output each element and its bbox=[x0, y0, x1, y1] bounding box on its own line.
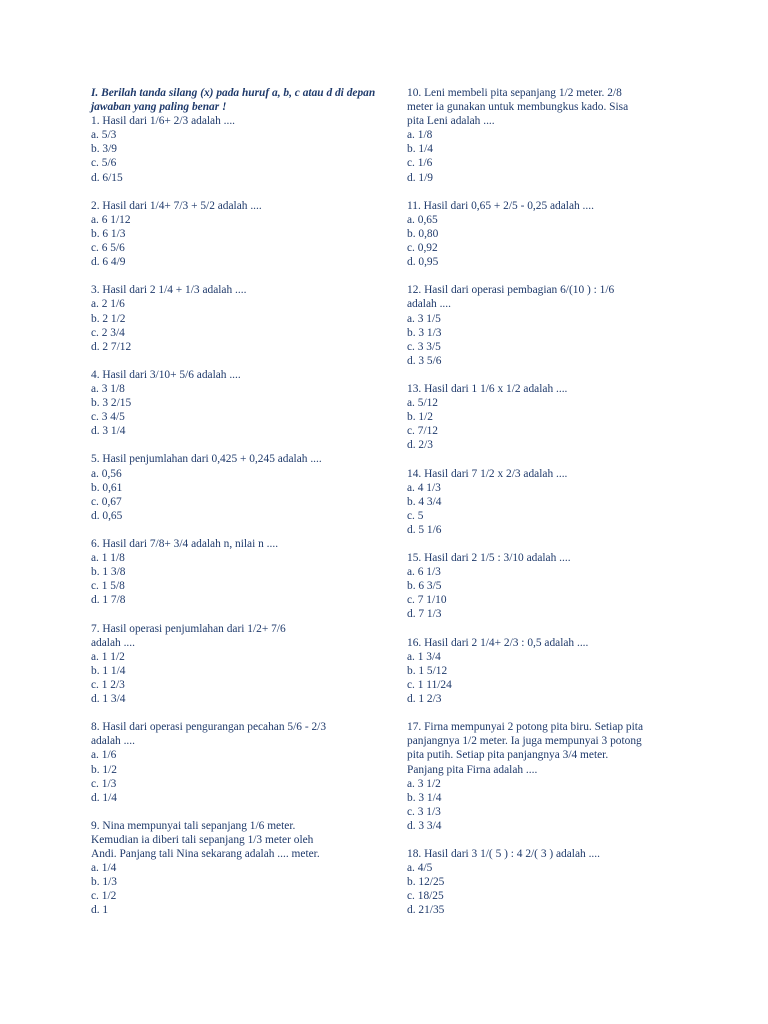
answer-option: b. 0,80 bbox=[407, 227, 439, 240]
question-stem: 16. Hasil dari 2 1/4+ 2/3 : 0,5 adalah .... bbox=[407, 636, 589, 649]
answer-option: a. 1/4 bbox=[91, 862, 117, 875]
answer-option: d. 1/9 bbox=[407, 171, 433, 184]
answer-option: c. 6 5/6 bbox=[91, 242, 125, 255]
answer-option: c. 7 1/10 bbox=[407, 594, 447, 607]
answer-option: a. 0,65 bbox=[407, 213, 438, 226]
answer-option: a. 1/8 bbox=[407, 129, 433, 142]
answer-option: a. 1 3/4 bbox=[407, 650, 441, 663]
answer-option: c. 0,92 bbox=[407, 242, 438, 255]
answer-option: d. 3 3/4 bbox=[407, 819, 442, 832]
right-question-list bbox=[407, 86, 692, 918]
question-stem: 10. Leni membeli pita sepanjang 1/2 meter. 2/8 meter ia gunakan untuk membungkus kado. Sisa pita Leni adalah .... bbox=[407, 87, 629, 128]
answer-option: a. 3 1/8 bbox=[91, 382, 125, 395]
answer-option: c. 3 1/3 bbox=[407, 805, 441, 818]
answer-option: c. 7/12 bbox=[407, 425, 439, 438]
question-item bbox=[91, 622, 376, 707]
answer-option: a. 6 1/12 bbox=[91, 213, 131, 226]
left-question-list bbox=[91, 114, 376, 917]
question-item bbox=[407, 86, 692, 185]
answer-option: d. 1 bbox=[91, 904, 109, 917]
answer-option: c. 5/6 bbox=[91, 157, 117, 170]
question-item bbox=[407, 551, 692, 621]
answer-option: c. 1/2 bbox=[91, 890, 117, 903]
answer-option: d. 0,65 bbox=[91, 509, 123, 522]
answer-option: a. 1/6 bbox=[91, 749, 117, 762]
answer-option: c. 1 11/24 bbox=[407, 678, 452, 691]
question-item bbox=[91, 537, 376, 607]
answer-option: b. 3 2/15 bbox=[91, 397, 132, 410]
answer-option: b. 1 1/4 bbox=[91, 664, 126, 677]
question-item bbox=[407, 847, 692, 917]
question-stem: 14. Hasil dari 7 1/2 x 2/3 adalah .... bbox=[407, 467, 568, 480]
question-stem: 7. Hasil operasi penjumlahan dari 1/2+ 7/6 adalah .... bbox=[91, 622, 286, 649]
answer-option: b. 12/25 bbox=[407, 876, 445, 889]
question-stem: 1. Hasil dari 1/6+ 2/3 adalah .... bbox=[91, 115, 236, 128]
answer-option: a. 1 1/8 bbox=[91, 552, 125, 565]
question-item bbox=[407, 382, 692, 452]
question-item bbox=[91, 368, 376, 438]
answer-option: c. 3 4/5 bbox=[91, 411, 125, 424]
answer-option: d. 1 3/4 bbox=[91, 693, 126, 706]
question-item bbox=[407, 283, 692, 368]
answer-option: a. 3 1/2 bbox=[407, 777, 441, 790]
answer-option: a. 5/12 bbox=[407, 397, 439, 410]
answer-option: c. 2 3/4 bbox=[91, 326, 125, 339]
question-stem: 6. Hasil dari 7/8+ 3/4 adalah n, nilai n .... bbox=[91, 538, 279, 550]
question-item bbox=[407, 636, 692, 706]
answer-option: d. 3 1/4 bbox=[91, 425, 126, 438]
question-item bbox=[91, 114, 376, 184]
question-stem: 9. Nina mempunyai tali sepanjang 1/6 meter. Kemudian ia diberi tali sepanjang 1/3 meter oleh Andi. Panjang tali Nina sekarang adalah .... meter. bbox=[91, 819, 320, 861]
question-stem: 13. Hasil dari 1 1/6 x 1/2 adalah .... bbox=[407, 382, 568, 395]
question-item bbox=[91, 819, 376, 918]
question-stem: 5. Hasil penjumlahan dari 0,425 + 0,245 adalah .... bbox=[91, 453, 322, 466]
answer-option: a. 3 1/5 bbox=[407, 312, 441, 325]
question-item bbox=[407, 467, 692, 537]
answer-option: c. 1/3 bbox=[91, 777, 117, 790]
answer-option: b. 1 3/8 bbox=[91, 566, 126, 579]
answer-option: d. 3 5/6 bbox=[407, 354, 442, 367]
answer-option: d. 5 1/6 bbox=[407, 523, 442, 536]
question-item bbox=[407, 199, 692, 269]
answer-option: b. 1/2 bbox=[91, 763, 117, 776]
question-stem: 4. Hasil dari 3/10+ 5/6 adalah .... bbox=[91, 368, 241, 381]
answer-option: c. 3 3/5 bbox=[407, 340, 441, 353]
answer-option: a. 2 1/6 bbox=[91, 298, 125, 311]
question-stem: 11. Hasil dari 0,65 + 2/5 - 0,25 adalah .... bbox=[407, 199, 594, 212]
answer-option: c. 5 bbox=[407, 509, 424, 522]
answer-option: b. 1 5/12 bbox=[407, 664, 448, 677]
answer-option: b. 0,61 bbox=[91, 481, 123, 494]
answer-option: b. 4 3/4 bbox=[407, 495, 442, 508]
answer-option: d. 2/3 bbox=[407, 439, 433, 452]
answer-option: b. 6 3/5 bbox=[407, 580, 442, 593]
answer-option: a. 6 1/3 bbox=[407, 566, 441, 579]
right-column bbox=[407, 86, 692, 932]
answer-option: c. 0,67 bbox=[91, 495, 122, 508]
answer-option: d. 6 4/9 bbox=[91, 256, 126, 269]
question-item bbox=[407, 720, 692, 833]
answer-option: a. 5/3 bbox=[91, 129, 117, 142]
question-item bbox=[91, 720, 376, 805]
answer-option: b. 1/4 bbox=[407, 143, 433, 156]
question-stem: 12. Hasil dari operasi pembagian 6/(10 ) : 1/6 adalah .... bbox=[407, 284, 615, 311]
answer-option: c. 1 2/3 bbox=[91, 678, 125, 691]
answer-option: b. 3/9 bbox=[91, 143, 117, 156]
question-item bbox=[91, 283, 376, 353]
answer-option: b. 3 1/4 bbox=[407, 791, 442, 804]
left-column bbox=[91, 86, 376, 932]
answer-option: b. 1/3 bbox=[91, 876, 117, 889]
answer-option: d. 1/4 bbox=[91, 791, 117, 804]
answer-option: d. 6/15 bbox=[91, 171, 123, 184]
question-item bbox=[91, 452, 376, 522]
instructions-heading: I. Berilah tanda silang (x) pada huruf a, b, c atau d di depan jawaban yang paling benar ! bbox=[91, 87, 376, 114]
answer-option: c. 18/25 bbox=[407, 890, 444, 903]
answer-option: a. 4 1/3 bbox=[407, 481, 441, 494]
answer-option: d. 1 2/3 bbox=[407, 693, 442, 706]
answer-option: b. 1/2 bbox=[407, 411, 433, 424]
question-stem: 18. Hasil dari 3 1/( 5 ) : 4 2/( 3 ) adalah .... bbox=[407, 848, 600, 861]
answer-option: b. 6 1/3 bbox=[91, 227, 126, 240]
answer-option: d. 1 7/8 bbox=[91, 594, 126, 607]
answer-option: b. 3 1/3 bbox=[407, 326, 442, 339]
question-stem: 17. Firna mempunyai 2 potong pita biru. Setiap pita panjangnya 1/2 meter. Ia juga mempunyai 3 potong pita putih. Setiap pita panjangnya 3/4 meter. Panjang pita Firna adalah .... bbox=[407, 721, 644, 776]
answer-option: a. 4/5 bbox=[407, 862, 433, 875]
answer-option: c. 1/6 bbox=[407, 157, 433, 170]
answer-option: b. 2 1/2 bbox=[91, 312, 126, 325]
answer-option: d. 0,95 bbox=[407, 256, 439, 269]
question-stem: 3. Hasil dari 2 1/4 + 1/3 adalah .... bbox=[91, 284, 247, 297]
answer-option: a. 1 1/2 bbox=[91, 650, 125, 663]
answer-option: d. 7 1/3 bbox=[407, 608, 442, 621]
question-stem: 2. Hasil dari 1/4+ 7/3 + 5/2 adalah .... bbox=[91, 199, 262, 212]
question-item bbox=[91, 199, 376, 269]
answer-option: a. 0,56 bbox=[91, 467, 122, 480]
answer-option: c. 1 5/8 bbox=[91, 580, 125, 593]
answer-option: d. 2 7/12 bbox=[91, 340, 132, 353]
question-stem: 8. Hasil dari operasi pengurangan pecahan 5/6 - 2/3 adalah .... bbox=[91, 721, 327, 748]
question-stem: 15. Hasil dari 2 1/5 : 3/10 adalah .... bbox=[407, 552, 571, 565]
answer-option: d. 21/35 bbox=[407, 904, 445, 917]
